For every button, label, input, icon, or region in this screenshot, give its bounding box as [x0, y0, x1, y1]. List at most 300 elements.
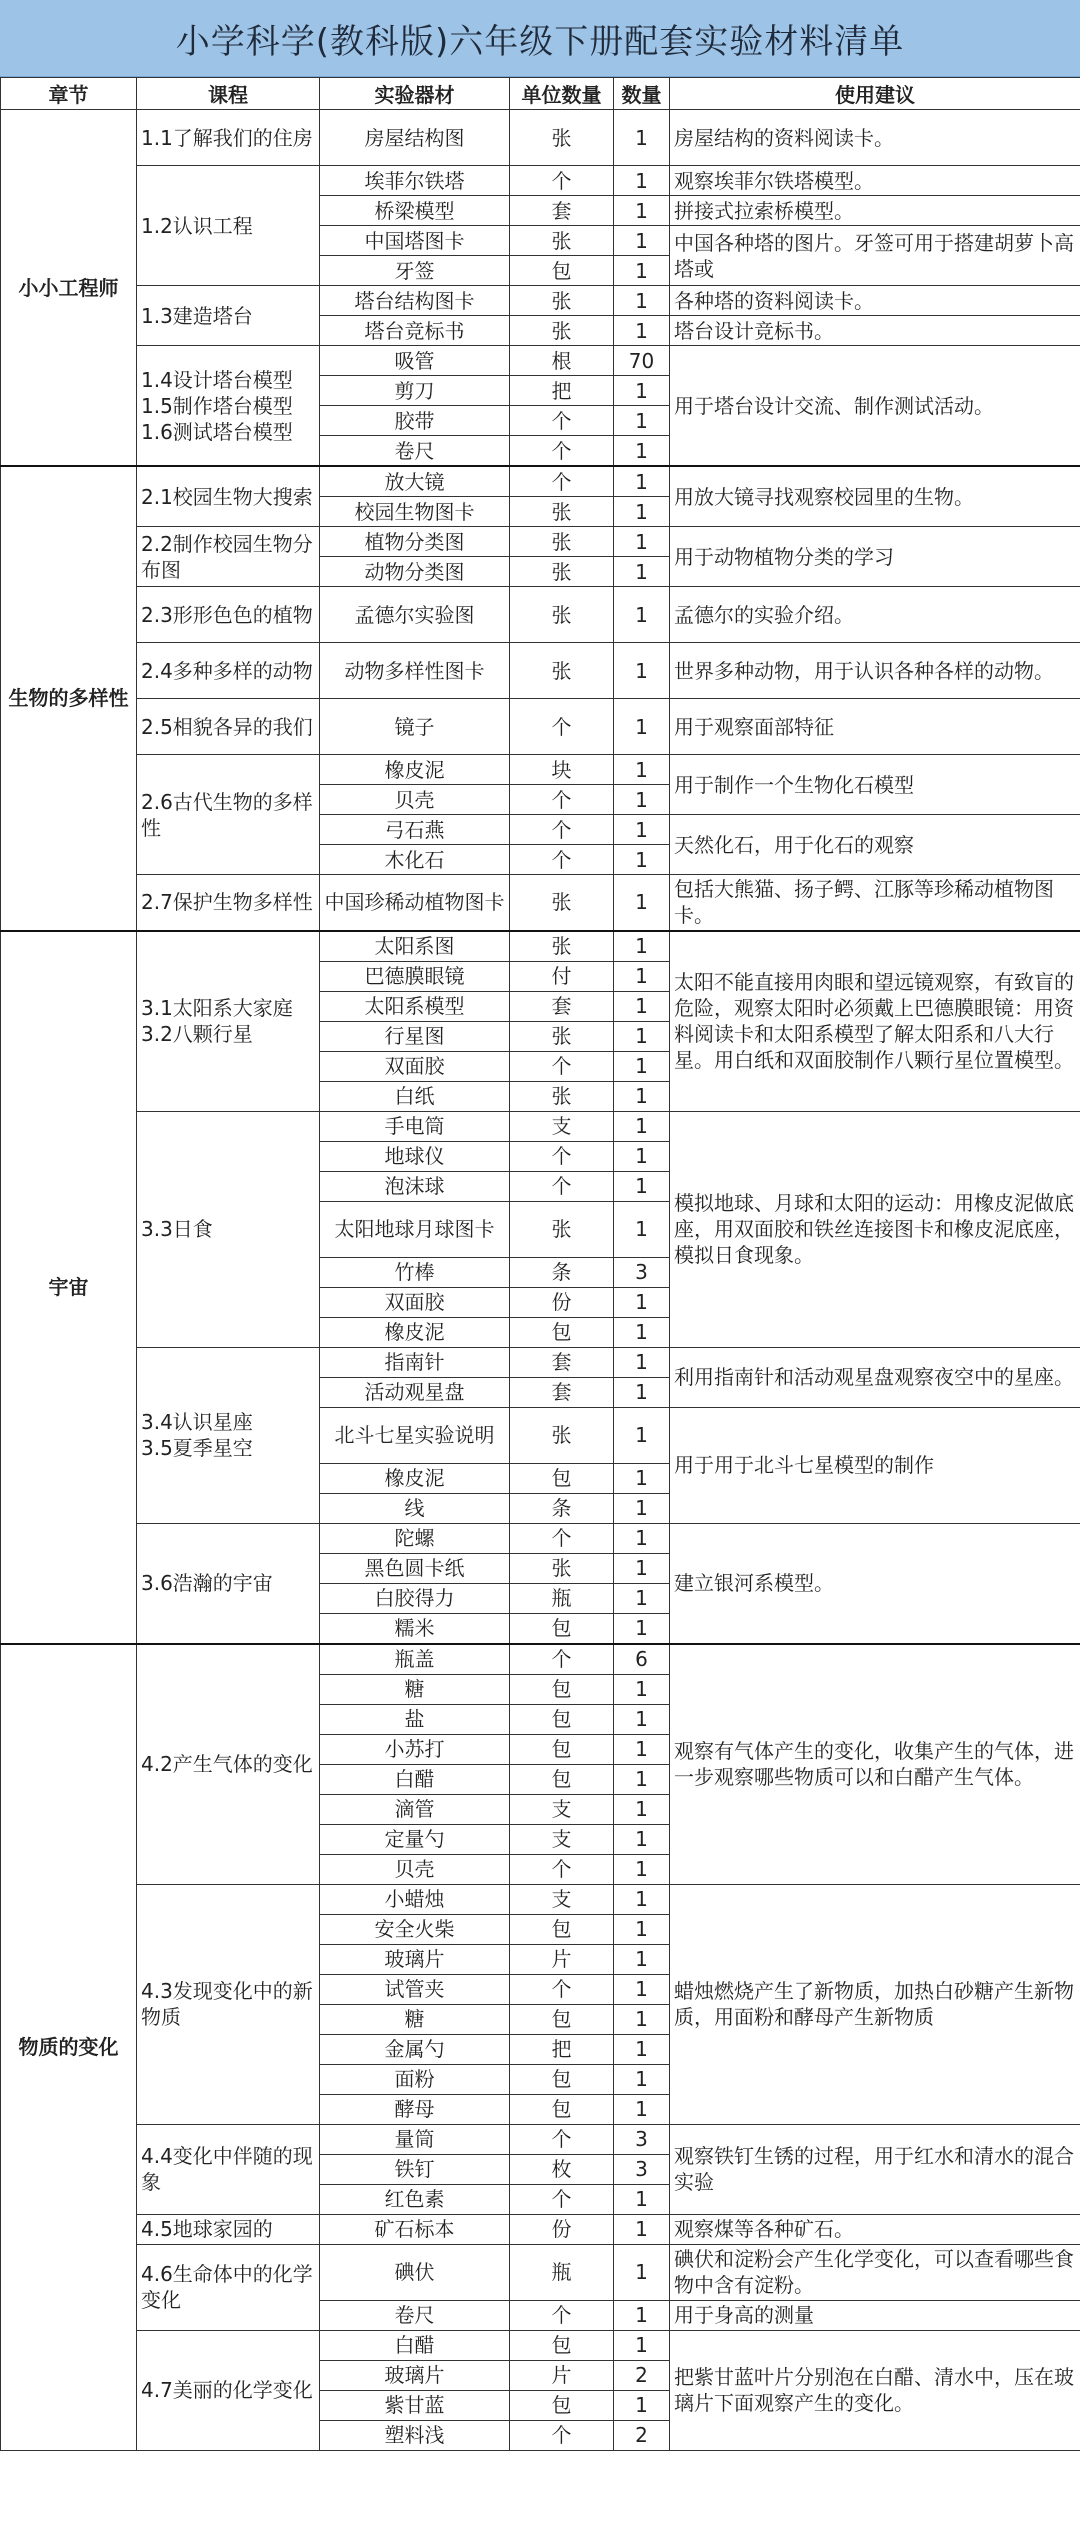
quantity-cell: 1 [614, 1734, 670, 1764]
quantity-cell: 1 [614, 2244, 670, 2300]
equipment-cell: 植物分类图 [320, 527, 510, 557]
usage-cell: 用于塔台设计交流、制作测试活动。 [670, 346, 1080, 467]
equipment-cell: 太阳系模型 [320, 991, 510, 1021]
unit-cell: 支 [510, 1884, 614, 1914]
equipment-cell: 瓶盖 [320, 1644, 510, 1675]
unit-cell: 张 [510, 1021, 614, 1051]
header-usage: 使用建议 [670, 78, 1080, 110]
course-name-line: 1.3建造塔台 [141, 303, 253, 328]
usage-cell: 太阳不能直接用肉眼和望远镜观察，有致盲的危险，观察太阳时必须戴上巴德膜眼镜：用资料阅读卡和太阳系模型了解太阳系和八大行星。用白纸和双面胶制作八颗行星位置模型。 [670, 931, 1080, 1112]
unit-cell: 包 [510, 256, 614, 286]
header-chapter: 章节 [1, 78, 137, 110]
equipment-cell: 碘伏 [320, 2244, 510, 2300]
quantity-cell: 1 [614, 1171, 670, 1201]
course-cell [137, 875, 320, 931]
usage-cell: 各种塔的资料阅读卡。 [670, 286, 1080, 316]
quantity-cell: 1 [614, 643, 670, 699]
chapter-cell: 宇宙 [1, 931, 137, 1644]
quantity-cell: 1 [614, 1493, 670, 1523]
unit-cell: 套 [510, 991, 614, 1021]
quantity-cell: 1 [614, 436, 670, 467]
quantity-cell: 1 [614, 1944, 670, 1974]
course-name-line: 4.5地球家园的 [141, 2217, 273, 2241]
quantity-cell: 2 [614, 2420, 670, 2450]
unit-cell: 包 [510, 1734, 614, 1764]
equipment-cell: 动物分类图 [320, 557, 510, 587]
unit-cell: 个 [510, 845, 614, 875]
equipment-cell: 白醋 [320, 1764, 510, 1794]
equipment-cell: 地球仪 [320, 1141, 510, 1171]
course-cell [137, 110, 320, 166]
course-name-line: 2.3形形色色的植物 [141, 602, 313, 627]
unit-cell: 张 [510, 875, 614, 931]
quantity-cell: 1 [614, 166, 670, 196]
course-name-line: 4.4变化中伴随的现象 [141, 2144, 313, 2194]
quantity-cell: 1 [614, 991, 670, 1021]
equipment-cell: 陀螺 [320, 1523, 510, 1553]
course-name-line: 4.7美丽的化学变化 [141, 2378, 313, 2402]
unit-cell: 张 [510, 527, 614, 557]
quantity-cell: 1 [614, 406, 670, 436]
unit-cell: 套 [510, 1347, 614, 1377]
table-row [1, 699, 1080, 755]
table-row [1, 346, 1080, 376]
course-cell [137, 1347, 320, 1523]
unit-cell: 包 [510, 1463, 614, 1493]
quantity-cell: 1 [614, 497, 670, 527]
unit-cell: 个 [510, 699, 614, 755]
table-row [1, 643, 1080, 699]
course-cell [137, 1884, 320, 2124]
chapter-cell: 物质的变化 [1, 1644, 137, 2451]
usage-cell: 把紫甘蓝叶片分别泡在白醋、清水中，压在玻璃片下面观察产生的变化。 [670, 2330, 1080, 2450]
table-row [1, 1523, 1080, 1553]
equipment-cell: 埃菲尔铁塔 [320, 166, 510, 196]
equipment-cell: 桥梁模型 [320, 196, 510, 226]
unit-cell: 张 [510, 557, 614, 587]
unit-cell: 包 [510, 1674, 614, 1704]
course-name-line: 2.6古代生物的多样性 [141, 789, 313, 840]
quantity-cell: 1 [614, 587, 670, 643]
equipment-cell: 定量勺 [320, 1824, 510, 1854]
equipment-cell: 胶带 [320, 406, 510, 436]
equipment-cell: 手电筒 [320, 1111, 510, 1141]
equipment-cell: 糖 [320, 1674, 510, 1704]
header-quantity: 数量 [614, 78, 670, 110]
unit-cell: 个 [510, 1141, 614, 1171]
unit-cell: 包 [510, 1914, 614, 1944]
quantity-cell: 1 [614, 226, 670, 256]
table-row [1, 527, 1080, 557]
equipment-cell: 白胶得力 [320, 1583, 510, 1613]
equipment-cell: 面粉 [320, 2064, 510, 2094]
unit-cell: 个 [510, 2420, 614, 2450]
equipment-cell: 酵母 [320, 2094, 510, 2124]
usage-cell: 观察铁钉生锈的过程，用于红水和清水的混合实验 [670, 2124, 1080, 2214]
unit-cell: 个 [510, 1644, 614, 1675]
course-name-line: 2.7保护生物多样性 [141, 890, 313, 915]
unit-cell: 根 [510, 346, 614, 376]
unit-cell: 份 [510, 1287, 614, 1317]
equipment-cell: 竹棒 [320, 1257, 510, 1287]
unit-cell: 包 [510, 2094, 614, 2124]
course-name-line: 3.1太阳系大家庭 [141, 996, 293, 1020]
table-row [1, 2330, 1080, 2360]
table-row [1, 1347, 1080, 1377]
quantity-cell: 3 [614, 1257, 670, 1287]
unit-cell: 片 [510, 2360, 614, 2390]
unit-cell: 个 [510, 406, 614, 436]
title-bar [0, 0, 1080, 77]
quantity-cell: 1 [614, 1914, 670, 1944]
equipment-cell: 铁钉 [320, 2154, 510, 2184]
unit-cell: 个 [510, 166, 614, 196]
unit-cell: 张 [510, 110, 614, 166]
quantity-cell: 1 [614, 376, 670, 406]
equipment-cell: 泡沫球 [320, 1171, 510, 1201]
unit-cell: 个 [510, 785, 614, 815]
quantity-cell: 1 [614, 466, 670, 497]
usage-cell: 观察埃菲尔铁塔模型。 [670, 166, 1080, 196]
unit-cell: 个 [510, 436, 614, 467]
equipment-cell: 橡皮泥 [320, 1317, 510, 1347]
unit-cell: 个 [510, 1523, 614, 1553]
unit-cell: 张 [510, 1407, 614, 1463]
equipment-cell: 试管夹 [320, 1974, 510, 2004]
quantity-cell: 1 [614, 527, 670, 557]
unit-cell: 支 [510, 1111, 614, 1141]
course-name-line: 1.5制作塔台模型 [141, 393, 293, 418]
equipment-cell: 量筒 [320, 2124, 510, 2154]
quantity-cell: 1 [614, 1141, 670, 1171]
equipment-cell: 贝壳 [320, 1854, 510, 1884]
chapter-cell: 生物的多样性 [1, 466, 137, 931]
header-unit: 单位数量 [510, 78, 614, 110]
course-cell [137, 931, 320, 1112]
quantity-cell: 1 [614, 2094, 670, 2124]
equipment-cell: 房屋结构图 [320, 110, 510, 166]
quantity-cell: 1 [614, 815, 670, 845]
unit-cell: 个 [510, 1974, 614, 2004]
course-cell [137, 1644, 320, 1885]
equipment-cell: 中国塔图卡 [320, 226, 510, 256]
course-cell [137, 699, 320, 755]
quantity-cell: 1 [614, 785, 670, 815]
quantity-cell: 6 [614, 1644, 670, 1675]
quantity-cell: 1 [614, 2214, 670, 2244]
course-name-line: 4.2产生气体的变化 [141, 1752, 313, 1776]
unit-cell: 张 [510, 931, 614, 962]
course-name-line: 4.3发现变化中的新物质 [141, 1979, 313, 2029]
quantity-cell: 1 [614, 1854, 670, 1884]
usage-cell: 用放大镜寻找观察校园里的生物。 [670, 466, 1080, 527]
quantity-cell: 1 [614, 110, 670, 166]
course-name-line: 2.4多种多样的动物 [141, 658, 313, 683]
usage-cell: 用于观察面部特征 [670, 699, 1080, 755]
unit-cell: 套 [510, 1377, 614, 1407]
equipment-cell: 紫甘蓝 [320, 2390, 510, 2420]
quantity-cell: 70 [614, 346, 670, 376]
table-row [1, 110, 1080, 166]
unit-cell: 张 [510, 286, 614, 316]
header-course: 课程 [137, 78, 320, 110]
equipment-cell: 白纸 [320, 1081, 510, 1111]
unit-cell: 包 [510, 2004, 614, 2034]
equipment-cell: 吸管 [320, 346, 510, 376]
header-equipment: 实验器材 [320, 78, 510, 110]
equipment-cell: 橡皮泥 [320, 1463, 510, 1493]
table-body [1, 110, 1080, 2451]
quantity-cell: 1 [614, 755, 670, 785]
unit-cell: 份 [510, 2214, 614, 2244]
quantity-cell: 1 [614, 1021, 670, 1051]
equipment-cell: 玻璃片 [320, 2360, 510, 2390]
table-row [1, 2124, 1080, 2154]
usage-cell: 用于用于北斗七星模型的制作 [670, 1407, 1080, 1523]
unit-cell: 包 [510, 1317, 614, 1347]
equipment-cell: 校园生物图卡 [320, 497, 510, 527]
usage-cell: 房屋结构的资料阅读卡。 [670, 110, 1080, 166]
equipment-cell: 金属勺 [320, 2034, 510, 2064]
table-row [1, 2244, 1080, 2300]
unit-cell: 瓶 [510, 2244, 614, 2300]
unit-cell: 枚 [510, 2154, 614, 2184]
course-cell [137, 2244, 320, 2330]
usage-cell: 世界多种动物，用于认识各种各样的动物。 [670, 643, 1080, 699]
quantity-cell: 1 [614, 1407, 670, 1463]
usage-cell: 用于制作一个生物化石模型 [670, 755, 1080, 815]
course-cell [137, 2330, 320, 2450]
quantity-cell: 1 [614, 931, 670, 962]
course-cell [137, 466, 320, 527]
course-cell [137, 643, 320, 699]
quantity-cell: 1 [614, 1704, 670, 1734]
course-name-line: 3.3日食 [141, 1217, 213, 1241]
quantity-cell: 1 [614, 1377, 670, 1407]
unit-cell: 个 [510, 466, 614, 497]
equipment-cell: 玻璃片 [320, 1944, 510, 1974]
table-row [1, 875, 1080, 931]
course-cell [137, 2214, 320, 2244]
course-name-line: 1.6测试塔台模型 [141, 419, 293, 444]
unit-cell: 包 [510, 1704, 614, 1734]
course-name-line: 1.4设计塔台模型 [141, 367, 293, 392]
equipment-cell: 活动观星盘 [320, 1377, 510, 1407]
equipment-cell: 贝壳 [320, 785, 510, 815]
quantity-cell: 1 [614, 1347, 670, 1377]
page-title: 小学科学(教科版)六年级下册配套实验材料清单 [175, 21, 905, 62]
table-row [1, 1644, 1080, 1675]
unit-cell: 包 [510, 2390, 614, 2420]
equipment-cell: 放大镜 [320, 466, 510, 497]
equipment-cell: 镜子 [320, 699, 510, 755]
quantity-cell: 1 [614, 1674, 670, 1704]
quantity-cell: 1 [614, 2004, 670, 2034]
table-row [1, 1111, 1080, 1141]
course-cell [137, 2124, 320, 2214]
unit-cell: 张 [510, 316, 614, 346]
table-row [1, 466, 1080, 497]
unit-cell: 瓶 [510, 1583, 614, 1613]
unit-cell: 张 [510, 226, 614, 256]
equipment-cell: 行星图 [320, 1021, 510, 1051]
equipment-cell: 小蜡烛 [320, 1884, 510, 1914]
course-cell [137, 587, 320, 643]
unit-cell: 付 [510, 961, 614, 991]
quantity-cell: 1 [614, 1463, 670, 1493]
course-name-line: 1.1了解我们的住房 [141, 125, 313, 150]
course-cell [137, 1523, 320, 1644]
usage-cell: 包括大熊猫、扬子鳄、江豚等珍稀动植物图卡。 [670, 875, 1080, 931]
usage-cell: 模拟地球、月球和太阳的运动：用橡皮泥做底座，用双面胶和铁丝连接图卡和橡皮泥底座，模拟日食现象。 [670, 1111, 1080, 1347]
equipment-cell: 塑料浅 [320, 2420, 510, 2450]
usage-cell: 建立银河系模型。 [670, 1523, 1080, 1644]
equipment-cell: 剪刀 [320, 376, 510, 406]
chapter-cell: 小小工程师 [1, 110, 137, 467]
usage-cell: 塔台设计竞标书。 [670, 316, 1080, 346]
unit-cell: 条 [510, 1257, 614, 1287]
usage-cell: 孟德尔的实验介绍。 [670, 587, 1080, 643]
equipment-cell: 矿石标本 [320, 2214, 510, 2244]
quantity-cell: 1 [614, 1583, 670, 1613]
course-cell [137, 1111, 320, 1347]
quantity-cell: 1 [614, 1613, 670, 1644]
unit-cell: 包 [510, 1764, 614, 1794]
unit-cell: 张 [510, 1081, 614, 1111]
quantity-cell: 1 [614, 316, 670, 346]
unit-cell: 套 [510, 196, 614, 226]
unit-cell: 片 [510, 1944, 614, 1974]
quantity-cell: 1 [614, 1884, 670, 1914]
table-row [1, 931, 1080, 962]
equipment-cell: 太阳系图 [320, 931, 510, 962]
quantity-cell: 1 [614, 1081, 670, 1111]
equipment-cell: 弓石燕 [320, 815, 510, 845]
equipment-cell: 黑色圆卡纸 [320, 1553, 510, 1583]
course-name-line: 3.5夏季星空 [141, 1436, 253, 1460]
equipment-cell: 安全火柴 [320, 1914, 510, 1944]
equipment-cell: 中国珍稀动植物图卡 [320, 875, 510, 931]
equipment-cell: 孟德尔实验图 [320, 587, 510, 643]
quantity-cell: 1 [614, 1287, 670, 1317]
course-cell [137, 166, 320, 286]
equipment-cell: 牙签 [320, 256, 510, 286]
equipment-cell: 卷尺 [320, 2300, 510, 2330]
quantity-cell: 1 [614, 256, 670, 286]
usage-cell: 天然化石，用于化石的观察 [670, 815, 1080, 875]
unit-cell: 条 [510, 1493, 614, 1523]
usage-cell: 中国各种塔的图片。牙签可用于搭建胡萝卜高塔或 [670, 226, 1080, 286]
course-cell [137, 286, 320, 346]
usage-cell: 用于动物植物分类的学习 [670, 527, 1080, 587]
table-row [1, 755, 1080, 785]
course-cell [137, 346, 320, 467]
materials-table [0, 77, 1080, 2451]
course-cell [137, 527, 320, 587]
equipment-cell: 糯米 [320, 1613, 510, 1644]
course-name-line: 3.2八颗行星 [141, 1022, 253, 1046]
table-row [1, 166, 1080, 196]
equipment-cell: 太阳地球月球图卡 [320, 1201, 510, 1257]
unit-cell: 包 [510, 2064, 614, 2094]
table-row [1, 286, 1080, 316]
equipment-cell: 白醋 [320, 2330, 510, 2360]
header-row [1, 78, 1080, 110]
course-name-line: 2.5相貌各异的我们 [141, 714, 313, 739]
equipment-cell: 橡皮泥 [320, 755, 510, 785]
quantity-cell: 1 [614, 2184, 670, 2214]
table-row [1, 2214, 1080, 2244]
quantity-cell: 1 [614, 2300, 670, 2330]
equipment-cell: 塔台结构图卡 [320, 286, 510, 316]
usage-cell: 拼接式拉索桥模型。 [670, 196, 1080, 226]
quantity-cell: 1 [614, 2064, 670, 2094]
quantity-cell: 1 [614, 196, 670, 226]
course-name-line: 4.6生命体中的化学变化 [141, 2262, 313, 2312]
unit-cell: 个 [510, 815, 614, 845]
quantity-cell: 1 [614, 1764, 670, 1794]
quantity-cell: 1 [614, 2390, 670, 2420]
quantity-cell: 2 [614, 2360, 670, 2390]
quantity-cell: 1 [614, 286, 670, 316]
equipment-cell: 塔台竞标书 [320, 316, 510, 346]
usage-cell: 观察煤等各种矿石。 [670, 2214, 1080, 2244]
equipment-cell: 糖 [320, 2004, 510, 2034]
unit-cell: 个 [510, 2184, 614, 2214]
unit-cell: 张 [510, 587, 614, 643]
quantity-cell: 1 [614, 1523, 670, 1553]
equipment-cell: 动物多样性图卡 [320, 643, 510, 699]
equipment-cell: 北斗七星实验说明 [320, 1407, 510, 1463]
unit-cell: 支 [510, 1824, 614, 1854]
usage-cell: 碘伏和淀粉会产生化学变化，可以查看哪些食物中含有淀粉。 [670, 2244, 1080, 2300]
quantity-cell: 1 [614, 1201, 670, 1257]
equipment-cell: 卷尺 [320, 436, 510, 467]
unit-cell: 把 [510, 376, 614, 406]
table-row [1, 1884, 1080, 1914]
equipment-cell: 双面胶 [320, 1287, 510, 1317]
usage-cell: 利用指南针和活动观星盘观察夜空中的星座。 [670, 1347, 1080, 1407]
course-name-line: 2.2制作校园生物分布图 [141, 531, 313, 582]
unit-cell: 个 [510, 1171, 614, 1201]
equipment-cell: 双面胶 [320, 1051, 510, 1081]
usage-cell: 观察有气体产生的变化，收集产生的气体，进一步观察哪些物质可以和白醋产生气体。 [670, 1644, 1080, 1885]
usage-cell: 蜡烛燃烧产生了新物质，加热白砂糖产生新物质，用面粉和酵母产生新物质 [670, 1884, 1080, 2124]
quantity-cell: 1 [614, 1553, 670, 1583]
unit-cell: 张 [510, 497, 614, 527]
unit-cell: 个 [510, 2300, 614, 2330]
equipment-cell: 指南针 [320, 1347, 510, 1377]
quantity-cell: 1 [614, 961, 670, 991]
course-name-line: 3.6浩瀚的宇宙 [141, 1571, 273, 1595]
course-name-line: 1.2认识工程 [141, 213, 253, 238]
course-cell [137, 755, 320, 875]
unit-cell: 个 [510, 2124, 614, 2154]
quantity-cell: 1 [614, 1051, 670, 1081]
unit-cell: 个 [510, 1051, 614, 1081]
unit-cell: 块 [510, 755, 614, 785]
quantity-cell: 1 [614, 699, 670, 755]
quantity-cell: 1 [614, 557, 670, 587]
course-name-line: 3.4认识星座 [141, 1410, 253, 1434]
quantity-cell: 1 [614, 2330, 670, 2360]
equipment-cell: 红色素 [320, 2184, 510, 2214]
unit-cell: 张 [510, 1201, 614, 1257]
quantity-cell: 1 [614, 2034, 670, 2064]
quantity-cell: 3 [614, 2154, 670, 2184]
unit-cell: 个 [510, 1854, 614, 1884]
equipment-cell: 盐 [320, 1704, 510, 1734]
